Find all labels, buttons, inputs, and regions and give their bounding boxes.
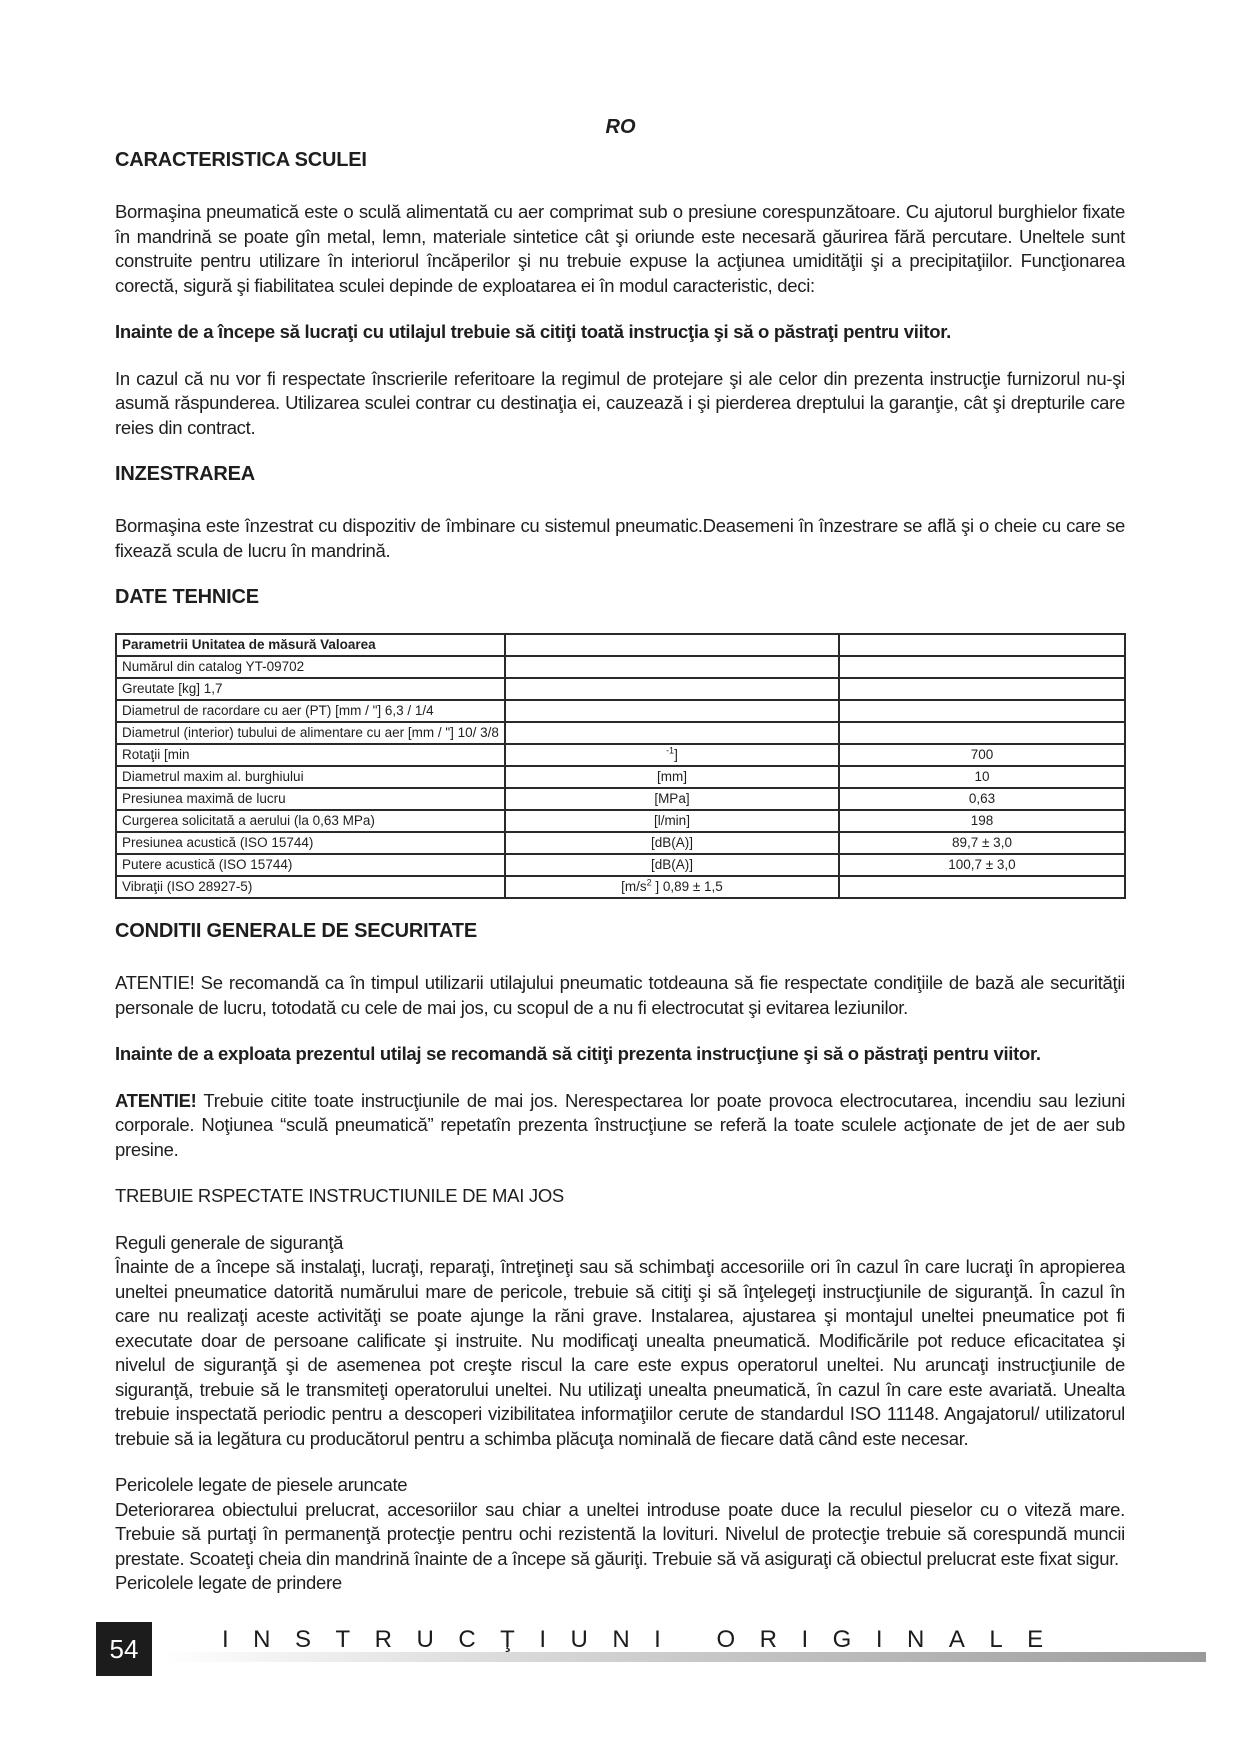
instructions-caps-heading: TREBUIE RSPECTATE INSTRUCTIUNILE DE MAI JOS — [115, 1185, 564, 1206]
paragraph-caracteristica: Bormaşina pneumatică este o sculă alimentată cu aer comprimat sub o presiune corespunzătoare. Cu ajutorul burghielor fixate în mandrină se poate gîn metal, lemn, materiale sintetice cât şi oriunde este necesară găurirea fără percutare. Uneltele sunt construite pentru utilizare în interiorul încăperilor şi nu trebuie expuse la acţiunea umidităţii şi a precipitaţiilor. Funcţionarea corectă, sigură şi fiabilitatea sculei depinde de exploatarea ei în modul caracteristic, deci: — [115, 201, 1125, 296]
paragraph-atentie-general: ATENTIE! Se recomandă ca în timpul utilizarii utilajului pneumatic totdeauna să fie respectate condiţiile de bază ale securităţii personale de lucru, totodată cu cele de mai jos, cu scopul de a nu fi electrocutat şi evitarea leziunilor. — [115, 972, 1125, 1018]
table-cell-unit: [dB(A)] — [505, 854, 839, 876]
table-cell-unit: [mm] — [505, 766, 839, 788]
table-cell-param: Presiunea acustică (ISO 15744) — [116, 832, 505, 854]
unit-value-text: ] 0,89 ± 1,5 — [651, 879, 723, 894]
table-cell-param: Curgerea solicitată a aerului (la 0,63 MPa) — [116, 810, 505, 832]
page-number: 54 — [96, 1622, 152, 1676]
table-cell-param: Rotaţii [min — [116, 744, 505, 766]
subsection-title-reguli: Reguli generale de siguranţă — [115, 1231, 344, 1253]
paragraph-reguli: Înainte de a începe să instalaţi, lucraţi, reparaţi, întreţineţi sau să schimbaţi accesoriile ori în cazul în care lucraţi în apropierea uneltei pneumatice datorită numărului mare de pericole, trebuie să citiţi şi să înţelegeţi instrucţiunile de siguranţă. În cazul în care nu realizaţi aceste activităţi se poate ajunge la răni grave. Instalarea, ajustarea şi montajul uneltei pneumatice pot fi executate doar de persoane calificate şi instruite. Nu modificaţi unealta pneumatică. Modificările pot reduce eficacitatea şi nivelul de siguranţă şi de asemenea pot creşte riscul la care este expus operatorul uneltei. Nu aruncaţi instrucţiunile de siguranţă, trebuie să le transmiteţi operatorului uneltei. Nu utilizaţi unealta pneumatică, în cazul în care este avariată. Unealta trebuie inspectată periodic pentru a descoperi vizibilitatea informaţiilor cerute de standardul ISO 11148. Angajatorul/ utilizatorul trebuie să ia legătura cu producătorul pentru a schimba plăcuţa nominală de fiecare dată când este necesar. — [115, 1256, 1125, 1449]
table-row — [116, 656, 1125, 678]
table-cell-value: 700 — [839, 744, 1125, 766]
table-row — [116, 832, 1125, 854]
table-row — [116, 788, 1125, 810]
paragraph-inzestrarea: Bormaşina este înzestrat cu dispozitiv de îmbinare cu sistemul pneumatic.Deasemeni în înzestrare se află şi o cheie cu care se fixează scula de lucru în mandrină. — [115, 515, 1125, 561]
table-cell-param: Putere acustică (ISO 15744) — [116, 854, 505, 876]
atentie-label: ATENTIE! — [115, 1089, 197, 1111]
language-code: RO — [605, 116, 636, 138]
footer-title: INSTRUCŢIUNI ORIGINALE — [222, 1626, 1068, 1653]
table-cell-unit — [505, 744, 839, 766]
table-cell-param: Diametrul de racordare cu aer (PT) [mm / "] 6,3 / 1/4 — [116, 700, 505, 722]
table-row — [116, 678, 1125, 700]
table-cell-value: 100,7 ± 3,0 — [839, 854, 1125, 876]
section-title-conditii-securitate: CONDITII GENERALE DE SECURITATE — [115, 920, 477, 942]
table-cell-param: Presiunea maximă de lucru — [116, 788, 505, 810]
page-content — [115, 148, 1125, 1596]
warning-read-before-use: Inainte de a exploata prezentul utilaj se recomandă să citiţi prezenta instrucţiune şi să o păstraţi pentru viitor. — [115, 1043, 1041, 1064]
table-row — [116, 854, 1125, 876]
table-header-row — [116, 634, 1125, 656]
table-cell-value: 89,7 ± 3,0 — [839, 832, 1125, 854]
table-cell-param: Diametrul (interior) tubului de alimentare cu aer [mm / "] 10/ 3/8 — [116, 722, 505, 744]
table-cell-param: Diametrul maxim al. burghiului — [116, 766, 505, 788]
table-cell-param: Numărul din catalog YT-09702 — [116, 656, 505, 678]
table-cell-unit: [l/min] — [505, 810, 839, 832]
atentie-text: Trebuie citite toate instrucţiunile de mai jos. Nerespectarea lor poate provoca electrocutarea, incendiu sau leziuni corporale. Noţiunea “sculă pneumatică” repetatîn prezenta înstrucţiune se referă la toate sculele acţionate de jet de aer sub presine. — [115, 1089, 1125, 1160]
table-row — [116, 700, 1125, 722]
table-cell-value: 0,63 — [839, 788, 1125, 810]
unit-text: ] — [674, 747, 678, 762]
paragraph-responsibility: In cazul că nu vor fi respectate înscrierile referitoare la regimul de protejare şi ale celor din prezenta instrucţie furnizorul nu-şi asumă răspunderea. Utilizarea sculei contrar cu destinaţia ei, cauzează i şi pierderea dreptului la garanţie, cât şi drepturile care reies din contract. — [115, 367, 1125, 438]
table-cell-unit: [dB(A)] — [505, 832, 839, 854]
unit-superscript: -1 — [666, 745, 675, 756]
table-header: Parametrii Unitatea de măsură Valoarea — [116, 634, 505, 656]
table-cell-param: Vibraţii (ISO 28927-5) — [116, 876, 505, 898]
section-title-caracteristica: CARACTERISTICA SCULEI — [115, 149, 367, 171]
subsection-title-prindere: Pericolele legate de prindere — [115, 1572, 342, 1593]
warning-read-instructions: Inainte de a începe să lucraţi cu utilajul trebuie să citiţi toată instrucţia şi să o păstraţi pentru viitor. — [115, 321, 952, 342]
table-cell-value: 10 — [839, 766, 1125, 788]
section-title-date-tehnice: DATE TEHNICE — [115, 586, 259, 608]
table-row — [116, 766, 1125, 788]
unit-superscript: 2 — [646, 877, 652, 888]
subsection-title-piese-aruncate: Pericolele legate de piesele aruncate — [115, 1474, 408, 1495]
unit-text: [m/s — [621, 879, 647, 894]
table-cell-value: 198 — [839, 810, 1125, 832]
table-cell-param: Greutate [kg] 1,7 — [116, 678, 505, 700]
table-cell-unit — [505, 876, 839, 898]
paragraph-piese-aruncate: Deteriorarea obiectului prelucrat, accesoriilor sau chiar a uneltei introduse poate duce la reculul pieselor cu o viteză mare. Trebuie să purtaţi în permanenţă protecţie pentru ochi rezistentă la lovituri. Nivelul de protecţie trebuie să corespundă muncii prestate. Scoateţi cheia din mandrină înainte de a începe să găuriţi. Trebuie să vă asiguraţi că obiectul prelucrat este fixat sigur. — [115, 1498, 1125, 1569]
table-cell-unit: [MPa] — [505, 788, 839, 810]
section-title-inzestrarea: INZESTRAREA — [115, 463, 256, 485]
technical-data-table — [115, 633, 1126, 899]
table-row — [116, 876, 1125, 898]
table-row — [116, 722, 1125, 744]
table-row — [116, 744, 1125, 766]
table-row — [116, 810, 1125, 832]
paragraph-atentie-instructions — [115, 1089, 1125, 1163]
